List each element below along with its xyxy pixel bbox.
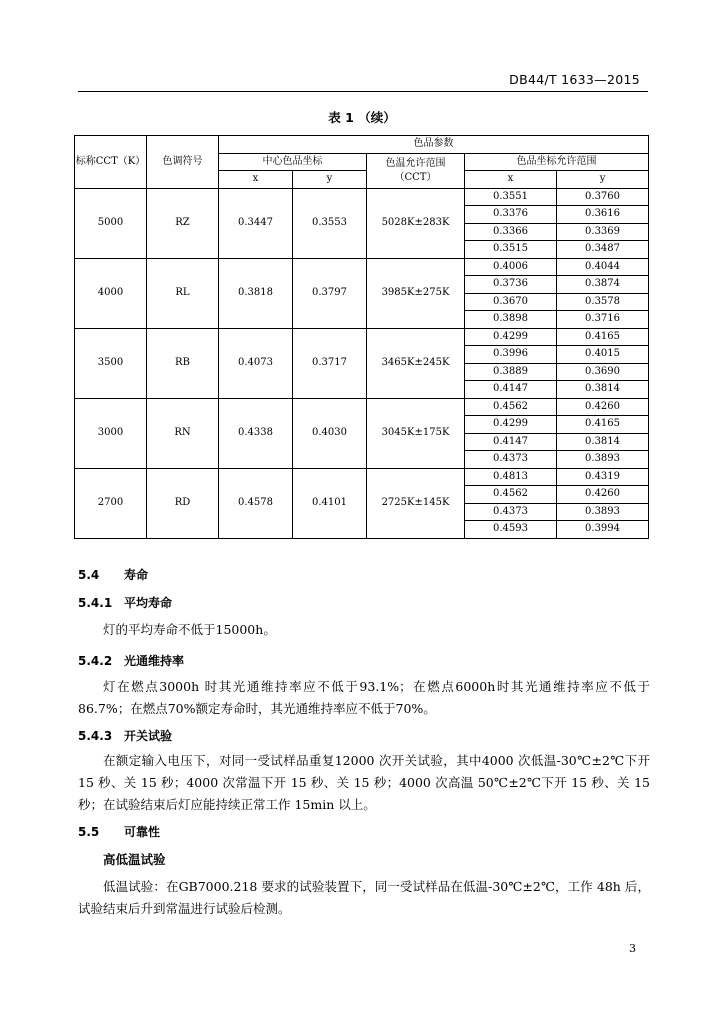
cell-range-x: 0.3515 <box>465 241 557 259</box>
cell-range-x: 0.4147 <box>465 381 557 399</box>
cell-range-x: 0.4373 <box>465 503 557 521</box>
section-number: 5.4.1 <box>78 596 113 610</box>
table-row <box>75 468 649 486</box>
section-title: 平均寿命 <box>124 596 173 610</box>
cell-range-y: 0.3690 <box>557 363 649 381</box>
cell-range-x: 0.3889 <box>465 363 557 381</box>
header-params: 色品参数 <box>219 136 649 154</box>
cell-center-y: 0.3717 <box>293 328 367 398</box>
section-number: 5.5 <box>78 825 100 839</box>
cell-symbol: RZ <box>147 188 219 258</box>
section-title: 可靠性 <box>124 825 161 839</box>
cell-range-x: 0.4373 <box>465 451 557 469</box>
section-5-4-1 <box>78 594 172 611</box>
header-range-x: x <box>465 171 557 189</box>
section-5-5 <box>78 823 160 840</box>
cell-center-y: 0.3797 <box>293 258 367 328</box>
cell-tolerance: 3985K±275K <box>367 258 465 328</box>
cell-range-y: 0.3578 <box>557 293 649 311</box>
section-5-4-3 <box>78 727 172 744</box>
cell-cct: 2700 <box>75 468 147 538</box>
cell-range-x: 0.4593 <box>465 521 557 539</box>
cell-range-y: 0.3369 <box>557 223 649 241</box>
cell-center-y: 0.4101 <box>293 468 367 538</box>
cell-tolerance: 3465K±245K <box>367 328 465 398</box>
header-tolerance-unit: （CCT） <box>394 171 437 183</box>
header-row-1 <box>75 136 649 154</box>
section-number: 5.4 <box>78 568 100 582</box>
cell-range-y: 0.3716 <box>557 311 649 329</box>
table-row <box>75 188 649 206</box>
header-range: 色品坐标允许范围 <box>465 153 649 171</box>
section-title: 光通维持率 <box>124 654 185 668</box>
cell-range-y: 0.3814 <box>557 381 649 399</box>
header-rule <box>78 91 648 92</box>
cell-range-x: 0.4147 <box>465 433 557 451</box>
header-cct: 标称CCT（K） <box>75 136 147 189</box>
cell-range-x: 0.3898 <box>465 311 557 329</box>
cell-range-y: 0.4260 <box>557 486 649 504</box>
header-tolerance <box>367 153 465 188</box>
cell-range-y: 0.3874 <box>557 276 649 294</box>
cell-range-y: 0.4165 <box>557 416 649 434</box>
chromaticity-table <box>74 135 649 539</box>
cell-range-y: 0.4260 <box>557 398 649 416</box>
cell-range-x: 0.4299 <box>465 416 557 434</box>
cell-range-y: 0.3893 <box>557 451 649 469</box>
cell-range-y: 0.4165 <box>557 328 649 346</box>
section-5-4 <box>78 566 148 583</box>
cell-range-x: 0.3670 <box>465 293 557 311</box>
cell-center-x: 0.3818 <box>219 258 293 328</box>
cell-range-y: 0.3487 <box>557 241 649 259</box>
cell-range-x: 0.4562 <box>465 486 557 504</box>
cell-range-x: 0.4562 <box>465 398 557 416</box>
table-row <box>75 258 649 276</box>
cell-range-x: 0.3996 <box>465 346 557 364</box>
header-center: 中心色品坐标 <box>219 153 367 171</box>
cell-range-x: 0.4299 <box>465 328 557 346</box>
cell-range-y: 0.3994 <box>557 521 649 539</box>
section-title: 开关试验 <box>124 729 173 743</box>
cell-range-x: 0.3376 <box>465 206 557 224</box>
table-row <box>75 398 649 416</box>
cell-range-y: 0.4015 <box>557 346 649 364</box>
header-center-x: x <box>219 171 293 189</box>
cell-range-y: 0.4319 <box>557 468 649 486</box>
cell-range-x: 0.3366 <box>465 223 557 241</box>
cell-cct: 3500 <box>75 328 147 398</box>
header-range-y: y <box>557 171 649 189</box>
subheading-high-low-temp: 高低温试验 <box>103 852 166 867</box>
cell-range-y: 0.3893 <box>557 503 649 521</box>
paragraph-5-4-2: 灯在燃点3000h 时其光通维持率应不低于93.1%；在燃点6000h时其光通维持率应不低于86.7%；在燃点70%额定寿命时，其光通维持率应不低于70%。 <box>78 679 650 716</box>
cell-symbol: RB <box>147 328 219 398</box>
cell-range-y: 0.4044 <box>557 258 649 276</box>
cell-cct: 4000 <box>75 258 147 328</box>
cell-center-y: 0.3553 <box>293 188 367 258</box>
cell-cct: 5000 <box>75 188 147 258</box>
cell-tolerance: 5028K±283K <box>367 188 465 258</box>
cell-range-y: 0.3814 <box>557 433 649 451</box>
page-number: 3 <box>629 942 636 955</box>
paragraph-5-4-3: 在额定输入电压下，对同一受试样品重复12000 次开关试验，其中4000 次低温-30℃±2℃下开 15 秒、关 15 秒；4000 次常温下开 15 秒、关 15 秒；4000 次高温 50℃±2℃下开 15 秒、关 15 秒；在试验结束后灯应能持续正常工作 15min 以上。 <box>78 753 650 812</box>
cell-range-y: 0.3616 <box>557 206 649 224</box>
header-center-y: y <box>293 171 367 189</box>
cell-cct: 3000 <box>75 398 147 468</box>
cell-tolerance: 3045K±175K <box>367 398 465 468</box>
section-number: 5.4.3 <box>78 729 113 743</box>
section-5-4-2 <box>78 652 184 669</box>
header-symbol: 色调符号 <box>147 136 219 189</box>
cell-center-x: 0.4338 <box>219 398 293 468</box>
cell-tolerance: 2725K±145K <box>367 468 465 538</box>
cell-range-x: 0.4813 <box>465 468 557 486</box>
paragraph-5-4-1: 灯的平均寿命不低于15000h。 <box>103 622 276 637</box>
cell-range-y: 0.3760 <box>557 188 649 206</box>
cell-range-x: 0.4006 <box>465 258 557 276</box>
cell-center-x: 0.4073 <box>219 328 293 398</box>
section-title: 寿命 <box>124 568 149 582</box>
header-tolerance-label: 色温允许范围 <box>385 157 446 169</box>
cell-range-x: 0.3736 <box>465 276 557 294</box>
paragraph-5-5: 低温试验：在GB7000.218 要求的试验装置下，同一受试样品在低温-30℃±2℃，工作 48h 后，试验结束后升到常温进行试验后检测。 <box>78 879 650 916</box>
cell-symbol: RL <box>147 258 219 328</box>
cell-center-y: 0.4030 <box>293 398 367 468</box>
cell-symbol: RN <box>147 398 219 468</box>
cell-center-x: 0.4578 <box>219 468 293 538</box>
document-code: DB44/T 1633—2015 <box>509 72 640 87</box>
cell-range-x: 0.3551 <box>465 188 557 206</box>
cell-center-x: 0.3447 <box>219 188 293 258</box>
table-row <box>75 328 649 346</box>
table-caption: 表 1 （续） <box>328 110 396 125</box>
cell-symbol: RD <box>147 468 219 538</box>
section-number: 5.4.2 <box>78 654 113 668</box>
